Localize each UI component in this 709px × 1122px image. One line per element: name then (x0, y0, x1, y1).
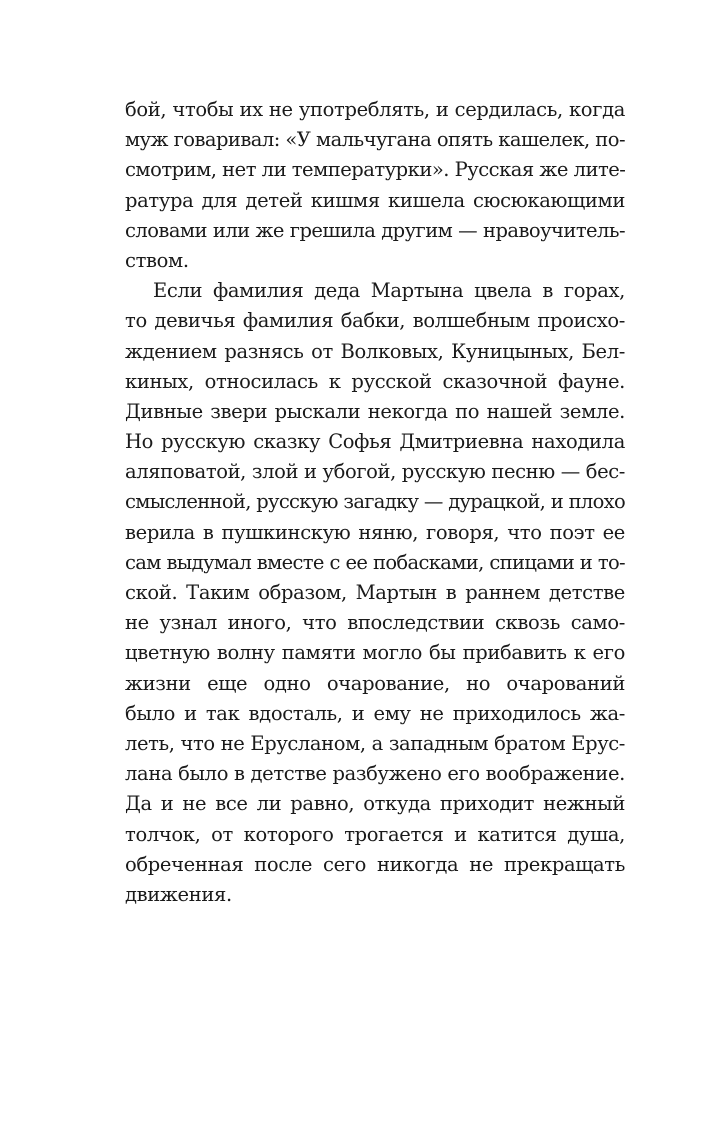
text-line: киных, относилась к русской сказочной фауне. (125, 369, 625, 393)
text-line: верила в пушкинскую няню, говоря, что поэт ее (125, 520, 625, 544)
text-line: Дивные звери рыскали некогда по нашей земле. (125, 399, 625, 423)
text-line: было и так вдосталь, и ему не приходилось жа- (125, 701, 625, 725)
text-line: аляповатой, злой и убогой, русскую песню — бес- (125, 460, 625, 484)
text-line: Да и не все ли равно, откуда приходит нежный (125, 792, 625, 816)
text-line: толчок, от которого трогается и катится душа, (125, 822, 625, 846)
text-line: смысленной, русскую загадку — дурацкой, и плохо (125, 490, 625, 514)
text-line: леть, что не Еруcланом, а западным братом Ерус- (125, 731, 625, 755)
text-line: словами или же грешила другим — нравоучитель- (125, 218, 625, 242)
text-line: не узнал иного, что впоследствии сквозь само- (125, 611, 625, 635)
body-text (125, 95, 625, 910)
text-line: лана было в детстве разбужено его воображение. (125, 762, 625, 786)
text-line: сам выдумал вместе с ее побасками, спицами и то- (125, 550, 625, 574)
text-line: ством. (125, 248, 189, 272)
text-line: ской. Таким образом, Мартын в раннем детстве (125, 581, 625, 604)
text-line: Но русскую сказку Софья Дмитриевна находила (125, 430, 625, 454)
text-line: муж говаривал: «У мальчугана опять кашелек, по- (125, 128, 625, 152)
text-line: Если фамилия деда Мартына цвела в горах, (153, 279, 625, 303)
text-line: то девичья фамилия бабки, волшебным происхо- (125, 309, 625, 333)
text-line: жизни еще одно очарование, но очарований (125, 671, 625, 695)
text-line: движения. (125, 882, 232, 906)
text-line: обреченная после сего никогда не прекращать (125, 852, 625, 876)
text-line: смотрим, нет ли температурки». Русская же лите- (125, 158, 626, 182)
text-line: бой, чтобы их не употреблять, и сердилась, когда (125, 98, 625, 121)
text-line: ждением разнясь от Волковых, Куницыных, Бел- (125, 339, 625, 363)
text-line: цветную волну памяти могло бы прибавить к его (125, 641, 625, 665)
text-line: ратура для детей кишмя кишела сюсюкающими (125, 188, 625, 212)
